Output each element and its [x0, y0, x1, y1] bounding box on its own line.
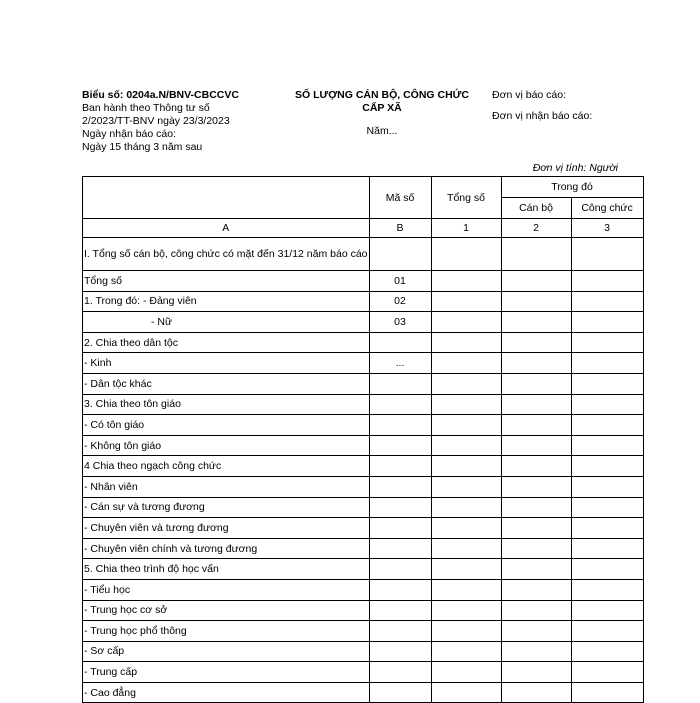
cell-civil[interactable]	[571, 312, 643, 333]
cell-civil[interactable]	[571, 641, 643, 662]
cell-civil[interactable]	[571, 394, 643, 415]
cell-cadre[interactable]	[501, 518, 571, 539]
row-label: - Không tôn giáo	[83, 435, 370, 456]
receive-date-label: Ngày nhận báo cáo:	[82, 128, 176, 140]
table-row	[83, 373, 644, 394]
cell-cadre[interactable]	[501, 497, 571, 518]
cell-civil[interactable]	[571, 415, 643, 436]
cell-civil[interactable]	[571, 332, 643, 353]
cell-civil[interactable]	[571, 291, 643, 312]
cell-cadre[interactable]	[501, 559, 571, 580]
header-row	[83, 177, 644, 198]
cell-cadre[interactable]	[501, 662, 571, 683]
cell-civil[interactable]	[571, 538, 643, 559]
row-label: - Trung học phổ thông	[83, 621, 370, 642]
row-code	[369, 415, 431, 436]
row-label: - Kinh	[83, 353, 370, 374]
row-code	[369, 600, 431, 621]
unit-of-measure: Đơn vị tính: Người	[532, 162, 618, 174]
header-total: Tổng số	[431, 177, 501, 219]
row-code	[369, 621, 431, 642]
cell-cadre[interactable]	[501, 394, 571, 415]
cell-cadre[interactable]	[501, 476, 571, 497]
table-row	[83, 312, 644, 333]
table-row	[83, 579, 644, 600]
row-label: - Trung học cơ sở	[83, 600, 370, 621]
cell-total[interactable]	[431, 291, 501, 312]
cell-cadre[interactable]	[501, 621, 571, 642]
cell-total[interactable]	[431, 394, 501, 415]
table-row	[83, 476, 644, 497]
issued-by-line1: Ban hành theo Thông tư số	[82, 102, 210, 114]
cell-civil[interactable]	[571, 600, 643, 621]
table-row	[83, 641, 644, 662]
row-label: 3. Chia theo tôn giáo	[83, 394, 370, 415]
index-b: B	[369, 219, 431, 238]
cell-civil[interactable]	[571, 435, 643, 456]
cell-cadre[interactable]	[501, 600, 571, 621]
header-civil-servant: Công chức	[571, 198, 643, 219]
row-label: - Dân tộc khác	[83, 373, 370, 394]
row-code: 02	[369, 291, 431, 312]
table-row	[83, 518, 644, 539]
cell-total[interactable]	[431, 435, 501, 456]
row-code	[369, 518, 431, 539]
row-label: I. Tổng số cán bộ, công chức có mặt đến 31/12 năm báo cáo	[83, 238, 370, 271]
table-row	[83, 332, 644, 353]
row-code	[369, 332, 431, 353]
cell-total[interactable]	[431, 332, 501, 353]
row-label: - Có tôn giáo	[83, 415, 370, 436]
cell-cadre[interactable]	[501, 538, 571, 559]
row-code	[369, 497, 431, 518]
index-a: A	[83, 219, 370, 238]
header-within: Trong đó	[501, 177, 643, 198]
cell-civil[interactable]	[571, 476, 643, 497]
row-code	[369, 435, 431, 456]
table-row	[83, 238, 644, 271]
cell-civil[interactable]	[571, 579, 643, 600]
cell-total[interactable]	[431, 641, 501, 662]
row-label: - Cao đẳng	[83, 682, 370, 703]
row-label: - Nhân viên	[83, 476, 370, 497]
row-code	[369, 559, 431, 580]
row-label: - Cán sự và tương đương	[83, 497, 370, 518]
index-row	[83, 219, 644, 238]
cell-total[interactable]	[431, 559, 501, 580]
cell-civil[interactable]	[571, 456, 643, 477]
form-info	[82, 89, 282, 154]
row-label: - Tiểu học	[83, 579, 370, 600]
cell-cadre[interactable]	[501, 353, 571, 374]
row-label: - Trung cấp	[83, 662, 370, 683]
cell-civil[interactable]	[571, 662, 643, 683]
cell-cadre[interactable]	[501, 238, 571, 271]
cell-cadre[interactable]	[501, 271, 571, 292]
cell-civil[interactable]	[571, 373, 643, 394]
form-code: Biểu số: 0204a.N/BNV-CBCCVC	[82, 89, 239, 101]
cell-total[interactable]	[431, 497, 501, 518]
cell-total[interactable]	[431, 538, 501, 559]
report-year: Năm...	[366, 125, 398, 137]
cell-total[interactable]	[431, 238, 501, 271]
report-table	[82, 176, 644, 703]
table-row	[83, 559, 644, 580]
index-3: 3	[571, 219, 643, 238]
unit-info	[492, 89, 692, 123]
cell-total[interactable]	[431, 621, 501, 642]
cell-total[interactable]	[431, 476, 501, 497]
cell-cadre[interactable]	[501, 373, 571, 394]
index-1: 1	[431, 219, 501, 238]
table-row	[83, 271, 644, 292]
cell-cadre[interactable]	[501, 332, 571, 353]
row-code	[369, 394, 431, 415]
cell-total[interactable]	[431, 518, 501, 539]
row-code: 01	[369, 271, 431, 292]
cell-civil[interactable]	[571, 271, 643, 292]
row-label: - Sơ cấp	[83, 641, 370, 662]
header-cadre: Cán bộ	[501, 198, 571, 219]
table-row	[83, 538, 644, 559]
cell-total[interactable]	[431, 579, 501, 600]
table-row	[83, 662, 644, 683]
cell-total[interactable]	[431, 373, 501, 394]
cell-civil[interactable]	[571, 353, 643, 374]
row-label: 5. Chia theo trình độ học vấn	[83, 559, 370, 580]
row-code	[369, 373, 431, 394]
header-code: Mã số	[369, 177, 431, 219]
table-row	[83, 394, 644, 415]
table-row	[83, 497, 644, 518]
cell-total[interactable]	[431, 271, 501, 292]
receive-date-value: Ngày 15 tháng 3 năm sau	[82, 141, 203, 153]
report-title-line2: CẤP XÃ	[362, 102, 402, 114]
cell-civil[interactable]	[571, 518, 643, 539]
row-code	[369, 456, 431, 477]
row-label: 1. Trong đó: - Đảng viên	[83, 291, 370, 312]
reporting-unit: Đơn vị báo cáo:	[492, 89, 567, 101]
row-label: - Chuyên viên và tương đương	[83, 518, 370, 539]
cell-cadre[interactable]	[501, 291, 571, 312]
cell-cadre[interactable]	[501, 435, 571, 456]
row-code	[369, 662, 431, 683]
cell-civil[interactable]	[571, 559, 643, 580]
header-blank	[83, 177, 370, 219]
row-code	[369, 238, 431, 271]
cell-civil[interactable]	[571, 497, 643, 518]
cell-total[interactable]	[431, 600, 501, 621]
table-row	[83, 291, 644, 312]
row-label: - Nữ	[83, 312, 370, 333]
cell-civil[interactable]	[571, 621, 643, 642]
cell-cadre[interactable]	[501, 641, 571, 662]
cell-cadre[interactable]	[501, 312, 571, 333]
cell-total[interactable]	[431, 415, 501, 436]
table-row	[83, 415, 644, 436]
report-title-block	[282, 89, 482, 138]
row-code	[369, 579, 431, 600]
row-code	[369, 476, 431, 497]
cell-civil[interactable]	[571, 238, 643, 271]
receiving-unit: Đơn vị nhận báo cáo:	[492, 110, 593, 122]
table-row	[83, 353, 644, 374]
issued-by-line2: 2/2023/TT-BNV ngày 23/3/2023	[82, 115, 230, 127]
row-label: Tổng số	[83, 271, 370, 292]
cell-total[interactable]	[431, 353, 501, 374]
row-code	[369, 641, 431, 662]
cell-cadre[interactable]	[501, 579, 571, 600]
table-row	[83, 435, 644, 456]
table-row	[83, 456, 644, 477]
row-label: - Chuyên viên chính và tương đương	[83, 538, 370, 559]
cell-cadre[interactable]	[501, 415, 571, 436]
row-label: 2. Chia theo dân tộc	[83, 332, 370, 353]
report-title-line1: SỐ LƯỢNG CÁN BỘ, CÔNG CHỨC	[295, 89, 469, 101]
table-row	[83, 600, 644, 621]
cell-cadre[interactable]	[501, 456, 571, 477]
index-2: 2	[501, 219, 571, 238]
row-label: 4 Chia theo ngạch công chức	[83, 456, 370, 477]
table-row	[83, 621, 644, 642]
row-code: 03	[369, 312, 431, 333]
cell-total[interactable]	[431, 456, 501, 477]
cell-total[interactable]	[431, 662, 501, 683]
row-code	[369, 538, 431, 559]
cell-total[interactable]	[431, 312, 501, 333]
row-code: ...	[369, 353, 431, 374]
